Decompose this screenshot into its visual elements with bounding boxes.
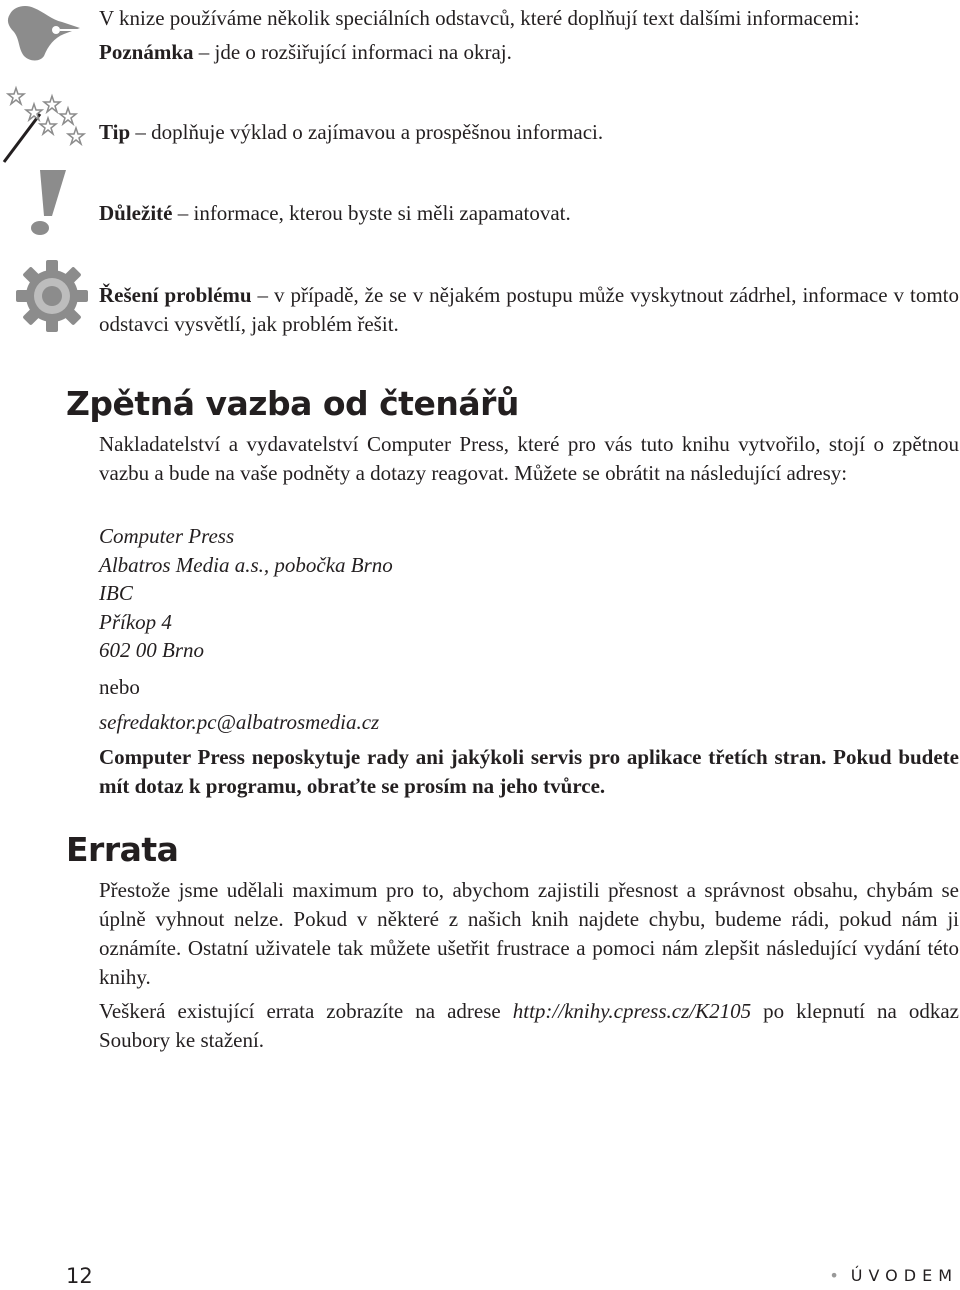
errata-text: po klepnutí na odkaz Soubory ke stažení. — [99, 999, 959, 1052]
errata-paragraph-1: Přestože jsme udělali maximum pro to, abychom zajistili přesnost a správnost obsahu, chybám se úplně vyhnout nelze. Pokud v některé z našich knih najdete chybu, budeme rádi, pokud nám ji oznámíte. Ostatní uživatele tak můžete ušetřit frustrace a pomoci nám zlepšit následující vydání této knihy. — [99, 878, 959, 989]
errata-url-link[interactable]: http://knihy.cpress.cz/K2105 — [512, 999, 752, 1023]
magic-wand-icon — [0, 84, 92, 171]
note-dash: – — [130, 120, 152, 144]
note-term: Řešení problému — [99, 283, 252, 307]
note-dash: – — [251, 283, 275, 307]
address-line: Albatros Media a.s., pobočka Brno — [99, 553, 393, 577]
note-desc: v případě, že se v nějakém postupu může vyskytnout zádrhel, informace v tomto odstavci vysvětlí, jak problém řešit. — [99, 283, 959, 336]
note-term: Důležité — [99, 201, 173, 225]
section-name — [829, 1266, 958, 1285]
note-desc: jde o rozšiřující informaci na okraj. — [214, 40, 512, 64]
gear-icon — [14, 258, 90, 339]
feedback-paragraph: Nakladatelství a vydavatelství Computer Press, které pro vás tuto knihu vytvořilo, stojí o zpětnou vazbu a bude na vaše podněty a dotazy reagovat. Můžete se obrátit na následující adresy: — [99, 432, 959, 485]
note-tip — [99, 118, 959, 147]
errata-text: Veškerá existující errata zobrazíte na adrese — [99, 999, 513, 1023]
intro-text: V knize používáme několik speciálních odstavců, které doplňují text dalšími informacemi: — [99, 6, 860, 30]
separator-dot-icon: • — [829, 1266, 839, 1285]
note-poznamka — [99, 38, 959, 67]
disclaimer-text: Computer Press neposkytuje rady ani jakýkoli servis pro aplikace třetích stran. Pokud budete mít dotaz k programu, obraťte se prosím na jeho tvůrce. — [99, 745, 959, 798]
note-term: Tip — [99, 120, 131, 144]
address-line: IBC — [99, 581, 133, 605]
address-line: 602 00 Brno — [99, 638, 204, 662]
errata-heading: Errata — [66, 830, 179, 869]
note-dash: – — [193, 40, 215, 64]
feedback-heading: Zpětná vazba od čtenářů — [66, 384, 519, 423]
note-desc: doplňuje výklad o zajímavou a prospěšnou informaci. — [151, 120, 604, 144]
or-text: nebo — [99, 675, 140, 699]
note-reseni-problemu — [99, 281, 959, 339]
section-label: ÚVODEM — [850, 1266, 958, 1285]
email-link[interactable]: sefredaktor.pc@albatrosmedia.cz — [99, 710, 380, 734]
address-line: Příkop 4 — [99, 610, 172, 634]
address-line: Computer Press — [99, 524, 235, 548]
note-dulezite — [99, 199, 959, 228]
errata-paragraph-2 — [99, 997, 959, 1055]
pen-nib-icon — [4, 2, 86, 69]
exclamation-icon — [26, 168, 72, 243]
note-desc: informace, kterou byste si měli zapamatovat. — [193, 201, 571, 225]
page-number: 12 — [66, 1264, 93, 1288]
note-dash: – — [172, 201, 194, 225]
note-term: Poznámka — [99, 40, 194, 64]
